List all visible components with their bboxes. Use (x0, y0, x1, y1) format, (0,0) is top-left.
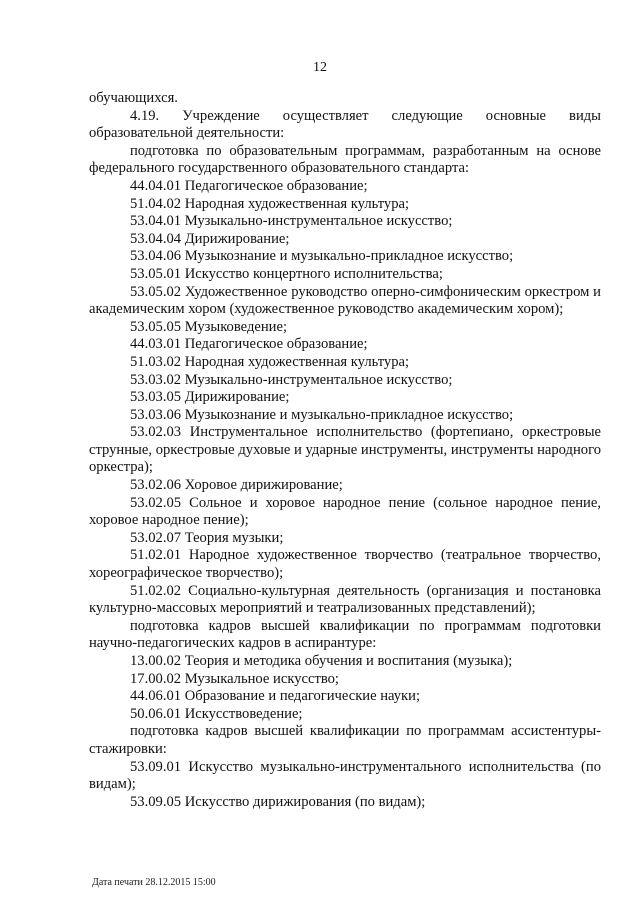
program-item: 53.03.02 Музыкально-инструментальное искусство; (130, 371, 453, 388)
program-item: 17.00.02 Музыкальное искусство; (130, 670, 339, 687)
program-item: 51.03.02 Народная художественная культура; (130, 353, 410, 370)
program-item: 44.04.01 Педагогическое образование; (130, 177, 368, 194)
program-item: 51.04.02 Народная художественная культура; (130, 195, 410, 212)
program-item: 53.03.05 Дирижирование; (130, 389, 290, 406)
program-item: 44.03.01 Педагогическое образование; (130, 336, 368, 353)
program-item: 53.05.02 Художественное руководство оперно-симфоническим оркестром и академическим хором (художественное руководство академическим хором); (89, 283, 601, 318)
paragraph-intro-fgos: подготовка по образовательным программам, разработанным на основе федерального государственного образовательного стандарта: (89, 142, 601, 177)
paragraph-section-4-19: 4.19. Учреждение осуществляет следующие основные виды образовательной деятельности: (89, 107, 601, 142)
paragraph: обучающихся. (89, 90, 178, 106)
program-item: 50.06.01 Искусствоведение; (130, 705, 303, 722)
page-number: 12 (313, 60, 327, 75)
program-item: 53.02.06 Хоровое дирижирование; (130, 477, 343, 494)
program-item: 53.04.06 Музыкознание и музыкально-прикладное искусство; (130, 248, 514, 265)
program-item: 53.03.06 Музыкознание и музыкально-прикладное искусство; (130, 406, 514, 423)
program-item: 53.02.05 Сольное и хоровое народное пение (сольное народное пение, хоровое народное пение); (89, 494, 601, 529)
program-item: 51.02.02 Социально-культурная деятельность (организация и постановка культурно-массовых мероприятий и театрализованных представлений); (89, 582, 601, 617)
program-item: 53.05.01 Искусство концертного исполнительства; (130, 265, 443, 282)
program-item: 53.02.07 Теория музыки; (130, 529, 284, 546)
program-item: 44.06.01 Образование и педагогические науки; (130, 688, 421, 705)
program-item: 53.02.03 Инструментальное исполнительство (фортепиано, оркестровые струнные, оркестровые духовые и ударные инструменты, инструменты народного оркестра); (89, 424, 601, 476)
program-item: 51.02.01 Народное художественное творчество (театральное творчество, хореографическое творчество); (89, 547, 601, 582)
program-item: 53.04.01 Музыкально-инструментальное искусство; (130, 213, 453, 230)
program-item: 13.00.02 Теория и методика обучения и воспитания (музыка); (130, 653, 513, 669)
program-item: 53.04.04 Дирижирование; (130, 230, 290, 247)
program-item: 53.09.05 Искусство дирижирования (по видам); (130, 793, 426, 810)
print-date-footer: Дата печати 28.12.2015 15:00 (92, 877, 216, 888)
paragraph-intro-assistentura: подготовка кадров высшей квалификации по программам ассистентуры-стажировки: (89, 723, 601, 757)
document-body (89, 90, 601, 811)
paragraph-intro-aspirantura: подготовка кадров высшей квалификации по программам подготовки научно-педагогических кадров в аспирантуре: (89, 617, 601, 652)
program-item: 53.05.05 Музыковедение; (130, 318, 287, 335)
program-item: 53.09.01 Искусство музыкально-инструментального исполнительства (по видам); (89, 758, 601, 793)
